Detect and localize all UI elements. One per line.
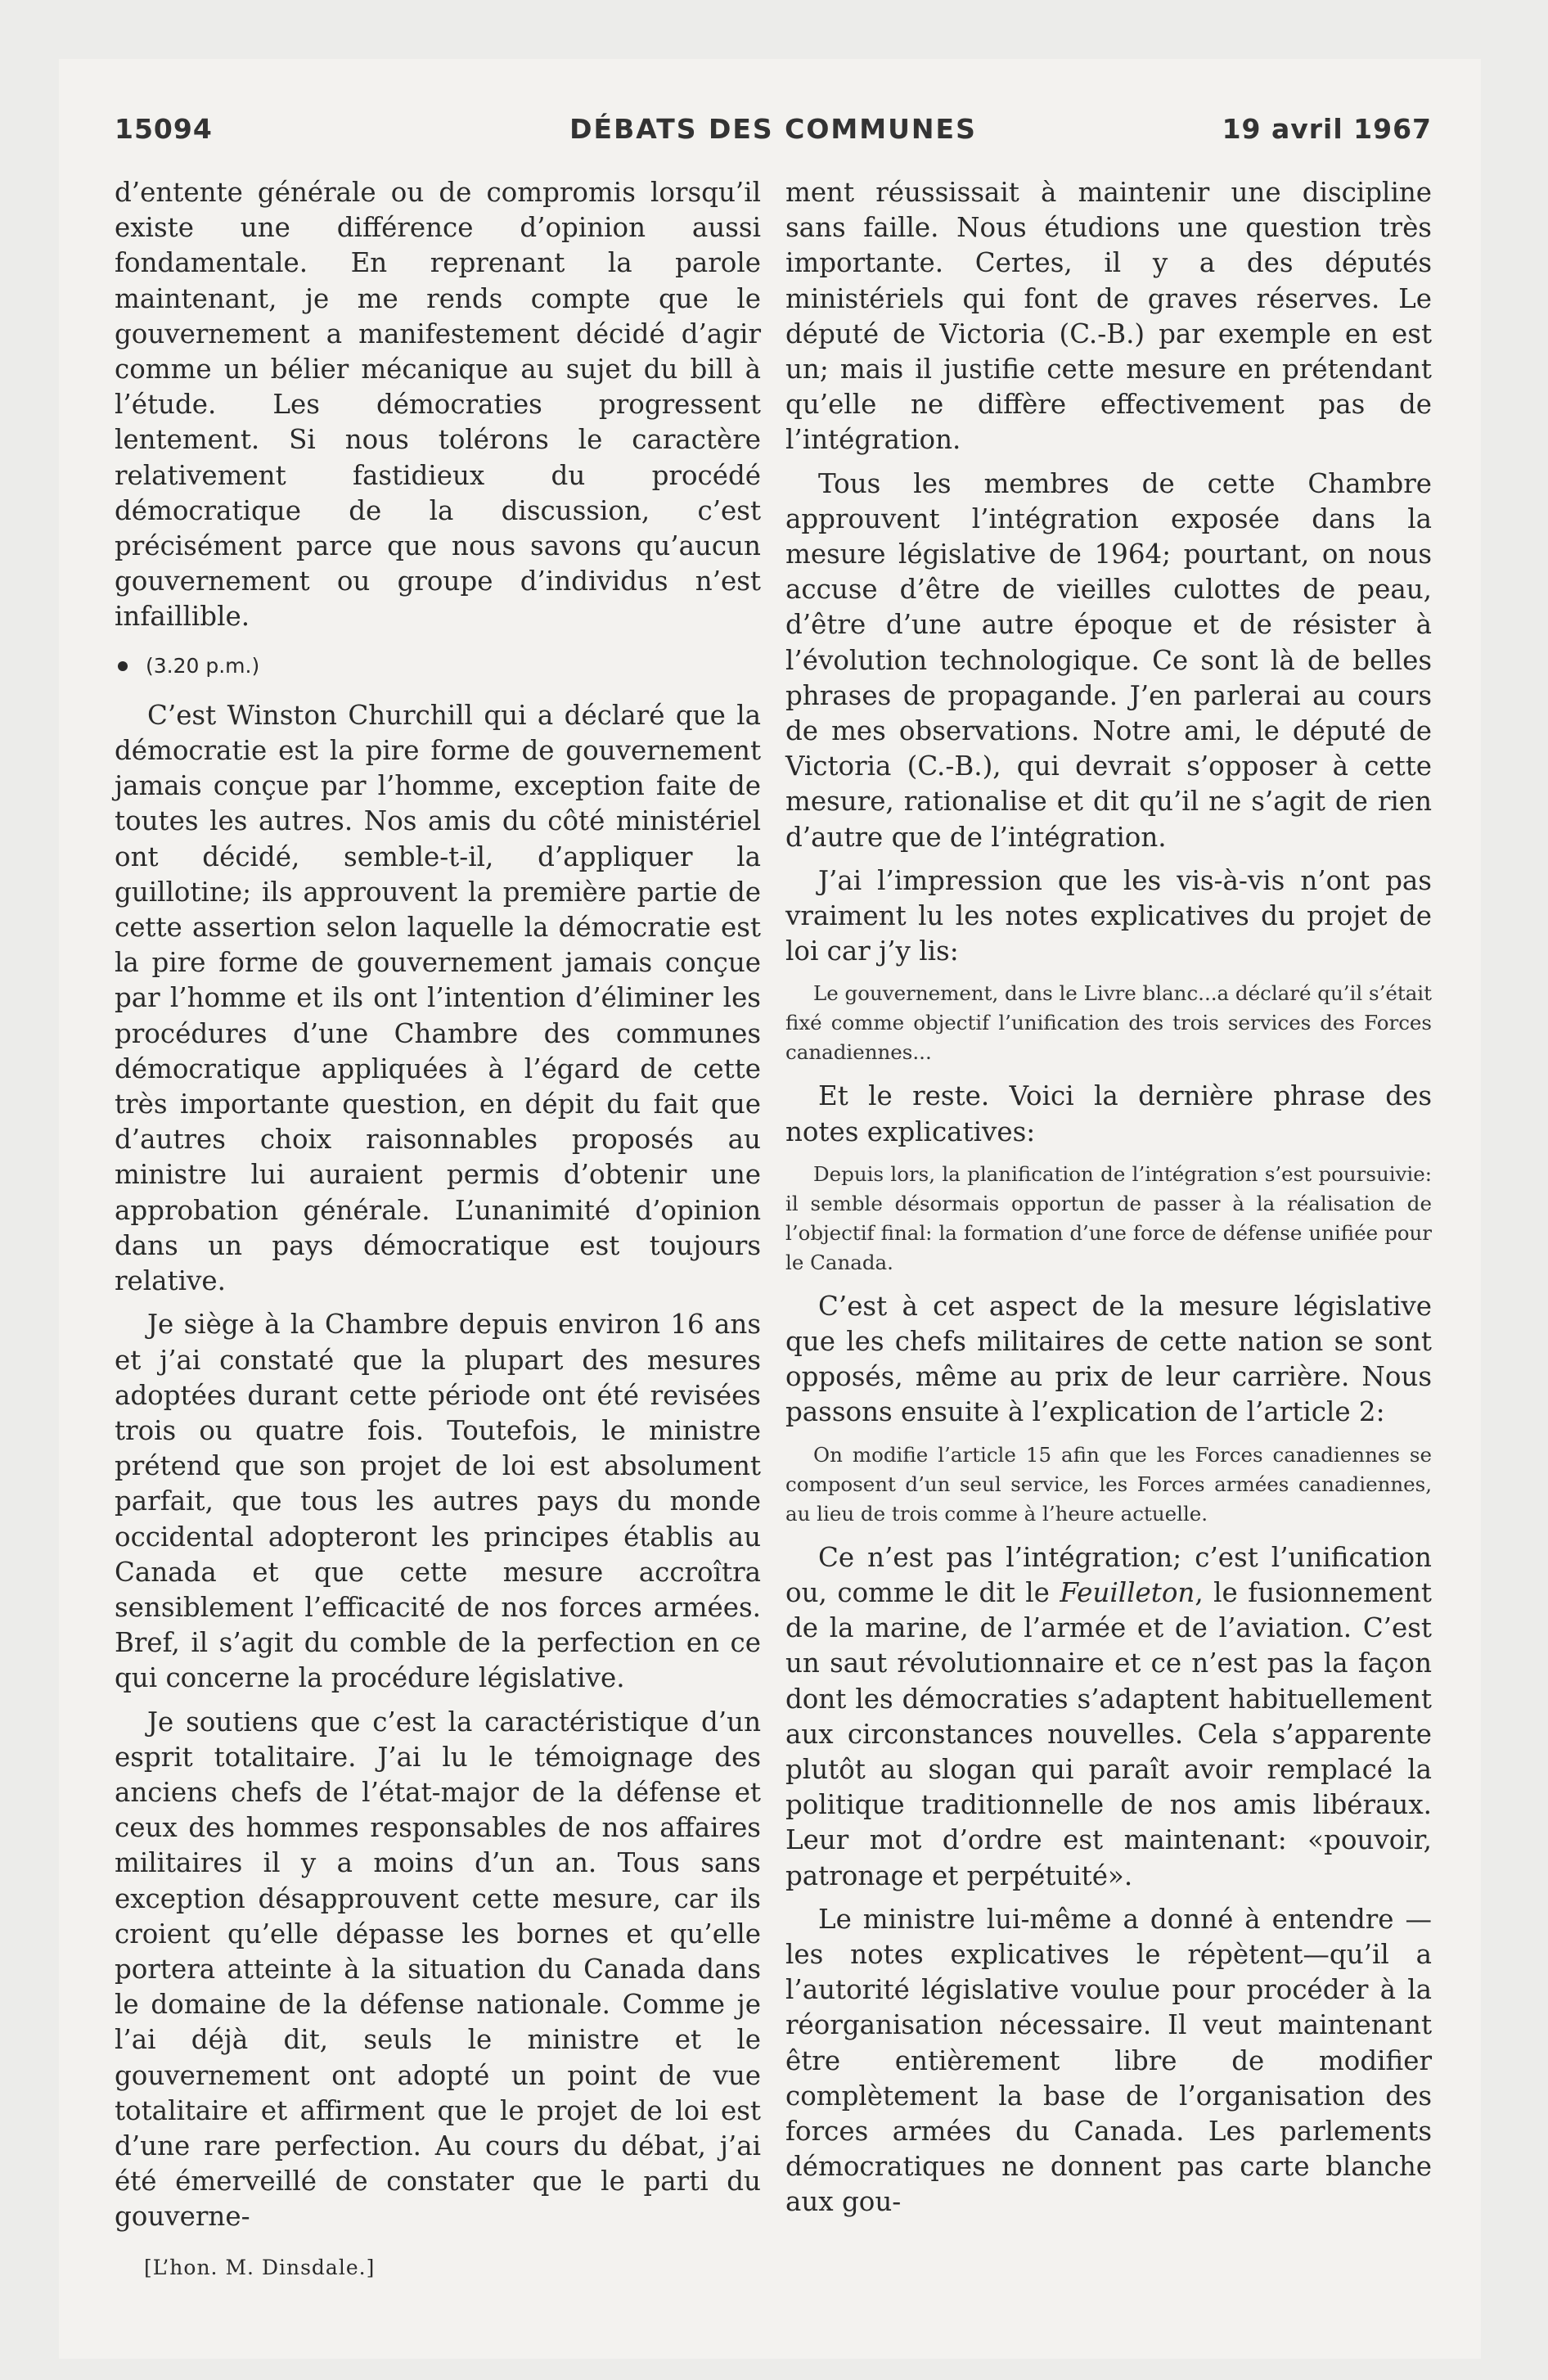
- paragraph: C’est à cet aspect de la mesure législative que les chefs militaires de cette nation se sont opposés, même au prix de leur carrière. Nous passons ensuite à l’explication de l’article 2:: [785, 1290, 1432, 1428]
- paragraph: Et le reste. Voici la dernière phrase des notes explicatives:: [785, 1080, 1432, 1147]
- block-quote: Le gouvernement, dans le Livre blanc...a déclaré qu’il s’était fixé comme objectif l’unification des trois services des Forces canadiennes...: [785, 981, 1432, 1065]
- feuilleton-italic: Feuilleton: [1060, 1576, 1195, 1608]
- page-date: 19 avril 1967: [1222, 113, 1432, 145]
- left-column: [115, 175, 761, 2285]
- paragraph: ment réussissait à maintenir une discipline sans faille. Nous étudions une question très importante. Certes, il y a des députés ministériels qui font de graves réserves. Le député de Victoria (C.-B.) par exemple en est un; mais il justifie cette mesure en prétendant qu’elle ne diffère effectivement pas de l’intégration.: [785, 177, 1432, 456]
- paragraph: Je siège à la Chambre depuis environ 16 ans et j’ai constaté que la plupart des mesures adoptées durant cette période ont été revisées trois ou quatre fois. Toutefois, le ministre prétend que son projet de loi est absolument parfait, que tous les autres pays du monde occidental adopteront les principes établis au Canada et que cette mesure accroîtra sensiblement l’efficacité de nos forces armées. Bref, il s’agit du comble de la perfection en ce qui concerne la procédure législative.: [115, 1309, 761, 1694]
- time-marker: [115, 648, 761, 683]
- time-stamp: (3.20 p.m.): [146, 653, 260, 678]
- page-number: 15094: [115, 113, 213, 145]
- speaker-attribution: [L’hon. M. Dinsdale.]: [144, 2255, 376, 2279]
- block-quote: On modifie l’article 15 afin que les Forces canadiennes se composent d’un seul service, les Forces armées canadiennes, au lieu de trois comme à l’heure actuelle.: [785, 1442, 1432, 1526]
- paragraph: d’entente générale ou de compromis lorsqu’il existe une différence d’opinion aussi fondamentale. En reprenant la parole maintenant, je me rends compte que le gouvernement a manifestement décidé d’agir comme un bélier mécanique au sujet du bill à l’étude. Les démocraties progressent lentement. Si nous tolérons le caractère relativement fastidieux du procédé démocratique de la discussion, c’est précisément parce que nous savons qu’aucun gouvernement ou groupe d’individus n’est infaillible.: [115, 177, 761, 633]
- paragraph: C’est Winston Churchill qui a déclaré que la démocratie est la pire forme de gouvernement jamais conçue par l’homme, exception faite de toutes les autres. Nos amis du côté ministériel ont décidé, semble-t-il, d’appliquer la guillotine; ils approuvent la première partie de cette assertion selon laquelle la démocratie est la pire forme de gouvernement jamais conçue par l’homme et ils ont l’intention d’éliminer les procédures d’une Chambre des communes démocratique appliquées à l’égard de cette très importante question, en dépit du fait que d’autres choix raisonnables proposés au ministre lui auraient permis d’obtenir une approbation générale. L’unanimité d’opinion dans un pays démocratique est toujours relative.: [115, 699, 761, 1297]
- text-run: Ce n’est pas l’intégration; c’est l’unification ou, comme le dit le: [785, 1541, 1432, 1608]
- block-quote: Depuis lors, la planification de l’intégration s’est poursuivie: il semble désormais opportun de passer à la réalisation de l’objectif final: la formation d’une force de défense unifiée pour le Canada.: [785, 1161, 1432, 1274]
- paragraph: Je soutiens que c’est la caractéristique d’un esprit totalitaire. J’ai lu le témoignage des anciens chefs de l’état-major de la défense et ceux des hommes responsables de nos affaires militaires il y a moins d’un an. Tous sans exception désapprouvent cette mesure, car ils croient qu’elle dépasse les bornes et qu’elle portera atteinte à la situation du Canada dans le domaine de la défense nationale. Comme je l’ai déjà dit, seuls le ministre et le gouvernement ont adopté un point de vue totalitaire et affirment que le projet de loi est d’une rare perfection. Au cours du débat, j’ai été émerveillé de constater que le parti du gouverne-: [115, 1706, 761, 2233]
- paragraph: J’ai l’impression que les vis-à-vis n’ont pas vraiment lu les notes explicatives du projet de loi car j’y lis:: [785, 864, 1432, 967]
- right-column: [785, 175, 1432, 2220]
- page-header: [115, 113, 1432, 154]
- paragraph: [785, 1540, 1432, 1894]
- bullet-icon: [118, 661, 128, 671]
- paragraph: Le ministre lui-même a donné à entendre —les notes explicatives le répètent—qu’il a l’autorité législative voulue pour procéder à la réorganisation nécessaire. Il veut maintenant être entièrement libre de modifier complètement la base de l’organisation des forces armées du Canada. Les parlements démocratiques ne donnent pas carte blanche aux gou-: [785, 1903, 1432, 2218]
- text-run: , le fusionnement de la marine, de l’armée et de l’aviation. C’est un saut révolutionnaire et ce n’est pas la façon dont les démocraties s’adaptent habituellement aux circonstances nouvelles. Cela s’apparente plutôt au slogan qui paraît avoir remplacé la politique traditionnelle de nos amis libéraux. Leur mot d’ordre est maintenant: «pouvoir, patronage et perpétuité».: [785, 1576, 1432, 1891]
- publication-title: DÉBATS DES COMMUNES: [569, 113, 977, 145]
- paragraph: Tous les membres de cette Chambre approuvent l’intégration exposée dans la mesure législative de 1964; pourtant, on nous accuse d’être de vieilles culottes de peau, d’être d’une autre époque et de résister à l’évolution technologique. Ce sont là de belles phrases de propagande. J’en parlerai au cours de mes observations. Notre ami, le député de Victoria (C.-B.), qui devrait s’opposer à cette mesure, rationalise et dit qu’il ne s’agit de rien d’autre que de l’intégration.: [785, 467, 1432, 853]
